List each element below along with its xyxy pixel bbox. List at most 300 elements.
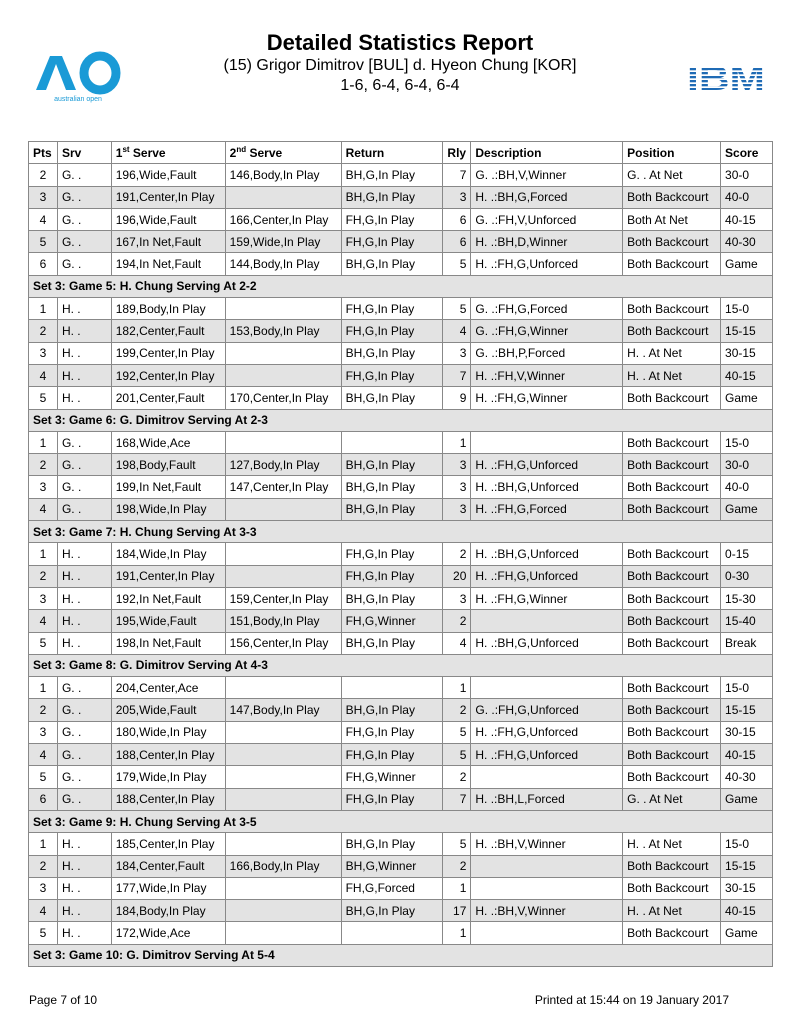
cell-return: BH,G,In Play [341,632,443,654]
cell-position: Both Backcourt [623,253,721,275]
cell-first-serve: 188,Center,In Play [111,744,225,766]
point-row [29,677,773,699]
game-section-label: Set 3: Game 6: G. Dimitrov Serving At 2-3 [29,409,773,431]
cell-second-serve [225,565,341,587]
cell-return: FH,G,In Play [341,364,443,386]
cell-first-serve: 192,In Net,Fault [111,587,225,609]
cell-srv: G. . [57,498,111,520]
cell-rly: 7 [443,164,471,186]
cell-second-serve [225,721,341,743]
cell-pts: 6 [29,788,58,810]
match-title: (15) Grigor Dimitrov [BUL] d. Hyeon Chung [KOR] [223,57,577,74]
cell-score: 15-15 [721,855,773,877]
cell-position: Both Backcourt [623,431,721,453]
cell-first-serve: 191,Center,In Play [111,186,225,208]
game-section-label: Set 3: Game 8: G. Dimitrov Serving At 4-3 [29,654,773,676]
cell-srv: H. . [57,298,111,320]
cell-position: H. . At Net [623,364,721,386]
cell-position: H. . At Net [623,833,721,855]
cell-rly: 3 [443,498,471,520]
cell-srv: G. . [57,721,111,743]
col-second-serve: 2nd Serve [225,142,341,164]
cell-score: 15-15 [721,699,773,721]
cell-pts: 4 [29,744,58,766]
cell-description: H. .:BH,L,Forced [471,788,623,810]
cell-position: Both Backcourt [623,387,721,409]
cell-pts: 3 [29,721,58,743]
point-row [29,766,773,788]
col-rly: Rly [443,142,471,164]
cell-first-serve: 198,Wide,In Play [111,498,225,520]
cell-srv: G. . [57,744,111,766]
cell-srv: G. . [57,766,111,788]
cell-srv: H. . [57,632,111,654]
cell-rly: 5 [443,721,471,743]
match-score: 1-6, 6-4, 6-4, 6-4 [340,77,460,94]
cell-first-serve: 201,Center,Fault [111,387,225,409]
cell-first-serve: 195,Wide,Fault [111,610,225,632]
cell-score: 40-30 [721,231,773,253]
cell-srv: G. . [57,253,111,275]
cell-description [471,766,623,788]
cell-return: BH,G,In Play [341,164,443,186]
cell-first-serve: 199,In Net,Fault [111,476,225,498]
cell-return: FH,G,Forced [341,877,443,899]
point-row [29,431,773,453]
cell-return [341,677,443,699]
cell-rly: 1 [443,677,471,699]
cell-return: FH,G,Winner [341,610,443,632]
point-row [29,253,773,275]
game-section-row [29,409,773,431]
cell-score: 30-0 [721,164,773,186]
cell-second-serve: 127,Body,In Play [225,454,341,476]
page-number: Page 7 of 10 [29,993,98,1007]
point-row [29,833,773,855]
cell-score: 15-0 [721,431,773,453]
cell-rly: 17 [443,900,471,922]
cell-description [471,677,623,699]
cell-score: 15-0 [721,833,773,855]
cell-rly: 1 [443,877,471,899]
col-return: Return [341,142,443,164]
point-row [29,454,773,476]
point-row [29,320,773,342]
point-row [29,186,773,208]
cell-pts: 3 [29,186,58,208]
cell-score: 15-40 [721,610,773,632]
cell-rly: 4 [443,320,471,342]
cell-first-serve: 184,Wide,In Play [111,543,225,565]
game-section-label: Set 3: Game 5: H. Chung Serving At 2-2 [29,275,773,297]
cell-position: Both Backcourt [623,587,721,609]
cell-description: H. .:FH,G,Unforced [471,253,623,275]
cell-return: BH,G,In Play [341,476,443,498]
cell-position: Both Backcourt [623,320,721,342]
cell-description: H. .:FH,G,Unforced [471,454,623,476]
cell-score: Break [721,632,773,654]
report-header [0,30,800,96]
point-row [29,298,773,320]
cell-position: G. . At Net [623,788,721,810]
cell-second-serve [225,543,341,565]
cell-srv: G. . [57,186,111,208]
cell-second-serve: 144,Body,In Play [225,253,341,275]
cell-srv: G. . [57,476,111,498]
col-score: Score [721,142,773,164]
cell-description [471,610,623,632]
cell-description: H. .:FH,G,Unforced [471,721,623,743]
cell-srv: G. . [57,454,111,476]
cell-srv: G. . [57,431,111,453]
cell-description: G. .:FH,G,Forced [471,298,623,320]
cell-return: FH,G,In Play [341,744,443,766]
cell-score: 40-15 [721,744,773,766]
col-position: Position [623,142,721,164]
point-row [29,788,773,810]
cell-first-serve: 198,Body,Fault [111,454,225,476]
cell-pts: 2 [29,699,58,721]
printed-timestamp: Printed at 15:44 on 19 January 2017 [534,993,729,1007]
cell-description: H. .:BH,D,Winner [471,231,623,253]
cell-rly: 3 [443,342,471,364]
cell-second-serve [225,298,341,320]
cell-rly: 7 [443,788,471,810]
cell-srv: H. . [57,364,111,386]
table-header-row [29,142,773,164]
cell-description: H. .:BH,G,Unforced [471,632,623,654]
point-row [29,721,773,743]
cell-pts: 1 [29,677,58,699]
point-row [29,498,773,520]
cell-second-serve [225,342,341,364]
cell-first-serve: 167,In Net,Fault [111,231,225,253]
cell-position: Both Backcourt [623,922,721,944]
cell-srv: H. . [57,565,111,587]
cell-position: H. . At Net [623,900,721,922]
cell-description: H. .:BH,V,Winner [471,900,623,922]
cell-return: FH,G,In Play [341,788,443,810]
point-row [29,877,773,899]
cell-rly: 1 [443,431,471,453]
cell-score: 40-15 [721,208,773,230]
cell-pts: 6 [29,253,58,275]
cell-rly: 2 [443,610,471,632]
cell-pts: 1 [29,543,58,565]
cell-return: BH,G,In Play [341,587,443,609]
cell-srv: G. . [57,231,111,253]
cell-description: H. .:FH,G,Forced [471,498,623,520]
cell-first-serve: 196,Wide,Fault [111,164,225,186]
cell-position: Both Backcourt [623,543,721,565]
cell-description: H. .:FH,G,Unforced [471,565,623,587]
cell-pts: 3 [29,587,58,609]
cell-second-serve: 151,Body,In Play [225,610,341,632]
cell-second-serve: 159,Wide,In Play [225,231,341,253]
cell-pts: 3 [29,476,58,498]
cell-score: 0-15 [721,543,773,565]
table-body [29,164,773,967]
col-pts: Pts [29,142,58,164]
cell-pts: 3 [29,877,58,899]
cell-srv: H. . [57,922,111,944]
point-row [29,565,773,587]
cell-second-serve: 166,Center,In Play [225,208,341,230]
game-section-row [29,275,773,297]
cell-rly: 5 [443,744,471,766]
cell-second-serve [225,877,341,899]
cell-second-serve: 147,Body,In Play [225,699,341,721]
cell-rly: 2 [443,855,471,877]
cell-score: 40-0 [721,476,773,498]
cell-srv: H. . [57,855,111,877]
cell-position: Both Backcourt [623,744,721,766]
cell-rly: 5 [443,253,471,275]
cell-score: 15-15 [721,320,773,342]
cell-first-serve: 184,Center,Fault [111,855,225,877]
point-row [29,610,773,632]
cell-second-serve [225,922,341,944]
cell-score: 30-15 [721,877,773,899]
cell-description: G. .:BH,V,Winner [471,164,623,186]
cell-position: Both Backcourt [623,476,721,498]
point-row [29,231,773,253]
cell-description [471,431,623,453]
cell-rly: 5 [443,298,471,320]
cell-description: H. .:BH,G,Forced [471,186,623,208]
cell-description: H. .:BH,V,Winner [471,833,623,855]
cell-description: G. .:FH,V,Unforced [471,208,623,230]
cell-description: G. .:BH,P,Forced [471,342,623,364]
cell-score: 15-0 [721,677,773,699]
point-row [29,922,773,944]
cell-first-serve: 191,Center,In Play [111,565,225,587]
cell-score: 40-30 [721,766,773,788]
cell-first-serve: 194,In Net,Fault [111,253,225,275]
cell-description: H. .:FH,G,Unforced [471,744,623,766]
cell-srv: G. . [57,677,111,699]
cell-second-serve: 170,Center,In Play [225,387,341,409]
cell-position: Both Backcourt [623,677,721,699]
cell-return: BH,G,In Play [341,186,443,208]
cell-score: 15-0 [721,298,773,320]
cell-return: FH,G,In Play [341,721,443,743]
cell-score: Game [721,387,773,409]
cell-second-serve [225,677,341,699]
game-section-row [29,810,773,832]
cell-srv: H. . [57,587,111,609]
cell-pts: 2 [29,855,58,877]
cell-pts: 2 [29,454,58,476]
cell-second-serve: 153,Body,In Play [225,320,341,342]
cell-return: BH,G,In Play [341,387,443,409]
cell-score: 30-15 [721,721,773,743]
cell-score: Game [721,788,773,810]
cell-score: 0-30 [721,565,773,587]
cell-position: Both Backcourt [623,721,721,743]
cell-rly: 2 [443,766,471,788]
cell-return: FH,G,In Play [341,320,443,342]
cell-first-serve: 205,Wide,Fault [111,699,225,721]
cell-second-serve [225,364,341,386]
cell-position: Both Backcourt [623,766,721,788]
cell-score: 40-15 [721,900,773,922]
cell-score: 40-0 [721,186,773,208]
game-section-row [29,521,773,543]
cell-first-serve: 180,Wide,In Play [111,721,225,743]
cell-first-serve: 184,Body,In Play [111,900,225,922]
cell-rly: 6 [443,231,471,253]
cell-position: Both Backcourt [623,186,721,208]
cell-return: BH,G,In Play [341,900,443,922]
cell-first-serve: 192,Center,In Play [111,364,225,386]
cell-second-serve [225,744,341,766]
cell-srv: G. . [57,788,111,810]
cell-pts: 4 [29,900,58,922]
cell-first-serve: 196,Wide,Fault [111,208,225,230]
cell-second-serve [225,498,341,520]
cell-description: H. .:FH,G,Winner [471,587,623,609]
cell-description: H. .:BH,G,Unforced [471,476,623,498]
cell-score: 30-15 [721,342,773,364]
cell-first-serve: 179,Wide,In Play [111,766,225,788]
cell-position: Both Backcourt [623,454,721,476]
cell-first-serve: 177,Wide,In Play [111,877,225,899]
point-row [29,543,773,565]
game-section-label: Set 3: Game 9: H. Chung Serving At 3-5 [29,810,773,832]
cell-pts: 4 [29,364,58,386]
cell-srv: H. . [57,610,111,632]
cell-rly: 3 [443,476,471,498]
cell-pts: 3 [29,342,58,364]
cell-second-serve [225,833,341,855]
cell-return [341,922,443,944]
point-row [29,208,773,230]
cell-second-serve: 159,Center,In Play [225,587,341,609]
cell-return: FH,G,In Play [341,543,443,565]
ao-logo-text: australian open [54,96,102,103]
cell-rly: 1 [443,922,471,944]
cell-srv: H. . [57,342,111,364]
cell-pts: 1 [29,298,58,320]
cell-position: Both Backcourt [623,298,721,320]
cell-return: BH,G,In Play [341,253,443,275]
report-title: Detailed Statistics Report [266,30,534,55]
cell-rly: 3 [443,587,471,609]
ibm-logo-text: IBM [687,60,765,94]
cell-return: FH,G,In Play [341,231,443,253]
cell-rly: 7 [443,364,471,386]
cell-second-serve [225,900,341,922]
cell-rly: 3 [443,454,471,476]
cell-first-serve: 182,Center,Fault [111,320,225,342]
cell-first-serve: 185,Center,In Play [111,833,225,855]
cell-return: BH,G,In Play [341,342,443,364]
cell-first-serve: 168,Wide,Ace [111,431,225,453]
col-srv: Srv [57,142,111,164]
cell-first-serve: 189,Body,In Play [111,298,225,320]
cell-description [471,877,623,899]
cell-pts: 4 [29,498,58,520]
cell-srv: H. . [57,833,111,855]
cell-description: H. .:BH,G,Unforced [471,543,623,565]
cell-description: H. .:FH,V,Winner [471,364,623,386]
cell-position: Both Backcourt [623,632,721,654]
cell-srv: G. . [57,164,111,186]
game-section-label: Set 3: Game 10: G. Dimitrov Serving At 5-4 [29,944,773,966]
cell-position: Both Backcourt [623,855,721,877]
cell-pts: 5 [29,387,58,409]
game-section-label: Set 3: Game 7: H. Chung Serving At 3-3 [29,521,773,543]
point-row [29,900,773,922]
cell-pts: 1 [29,833,58,855]
game-section-row [29,944,773,966]
cell-return: BH,G,In Play [341,699,443,721]
cell-second-serve [225,431,341,453]
cell-description [471,922,623,944]
col-first-serve: 1st Serve [111,142,225,164]
cell-position: H. . At Net [623,342,721,364]
cell-score: Game [721,253,773,275]
cell-return: FH,G,In Play [341,208,443,230]
cell-position: Both Backcourt [623,610,721,632]
cell-description: G. .:FH,G,Winner [471,320,623,342]
cell-rly: 6 [443,208,471,230]
cell-pts: 4 [29,610,58,632]
point-row [29,587,773,609]
cell-pts: 2 [29,164,58,186]
cell-score: 40-15 [721,364,773,386]
cell-description [471,855,623,877]
statistics-table [28,141,773,967]
cell-score: Game [721,922,773,944]
cell-srv: H. . [57,900,111,922]
cell-srv: H. . [57,877,111,899]
cell-first-serve: 204,Center,Ace [111,677,225,699]
cell-rly: 3 [443,186,471,208]
cell-return: BH,G,In Play [341,498,443,520]
cell-rly: 2 [443,543,471,565]
cell-return: FH,G,In Play [341,298,443,320]
point-row [29,855,773,877]
cell-second-serve: 156,Center,In Play [225,632,341,654]
cell-second-serve [225,766,341,788]
cell-pts: 2 [29,320,58,342]
cell-srv: H. . [57,543,111,565]
col-description: Description [471,142,623,164]
cell-second-serve: 147,Center,In Play [225,476,341,498]
cell-score: 15-30 [721,587,773,609]
cell-rly: 5 [443,833,471,855]
cell-rly: 4 [443,632,471,654]
cell-position: Both Backcourt [623,231,721,253]
cell-rly: 9 [443,387,471,409]
point-row [29,744,773,766]
point-row [29,632,773,654]
cell-second-serve [225,788,341,810]
cell-position: Both Backcourt [623,498,721,520]
cell-rly: 20 [443,565,471,587]
cell-pts: 5 [29,231,58,253]
cell-return: FH,G,Winner [341,766,443,788]
cell-pts: 5 [29,632,58,654]
point-row [29,364,773,386]
cell-srv: H. . [57,387,111,409]
cell-position: Both Backcourt [623,877,721,899]
cell-position: Both Backcourt [623,565,721,587]
cell-second-serve: 146,Body,In Play [225,164,341,186]
cell-srv: G. . [57,699,111,721]
